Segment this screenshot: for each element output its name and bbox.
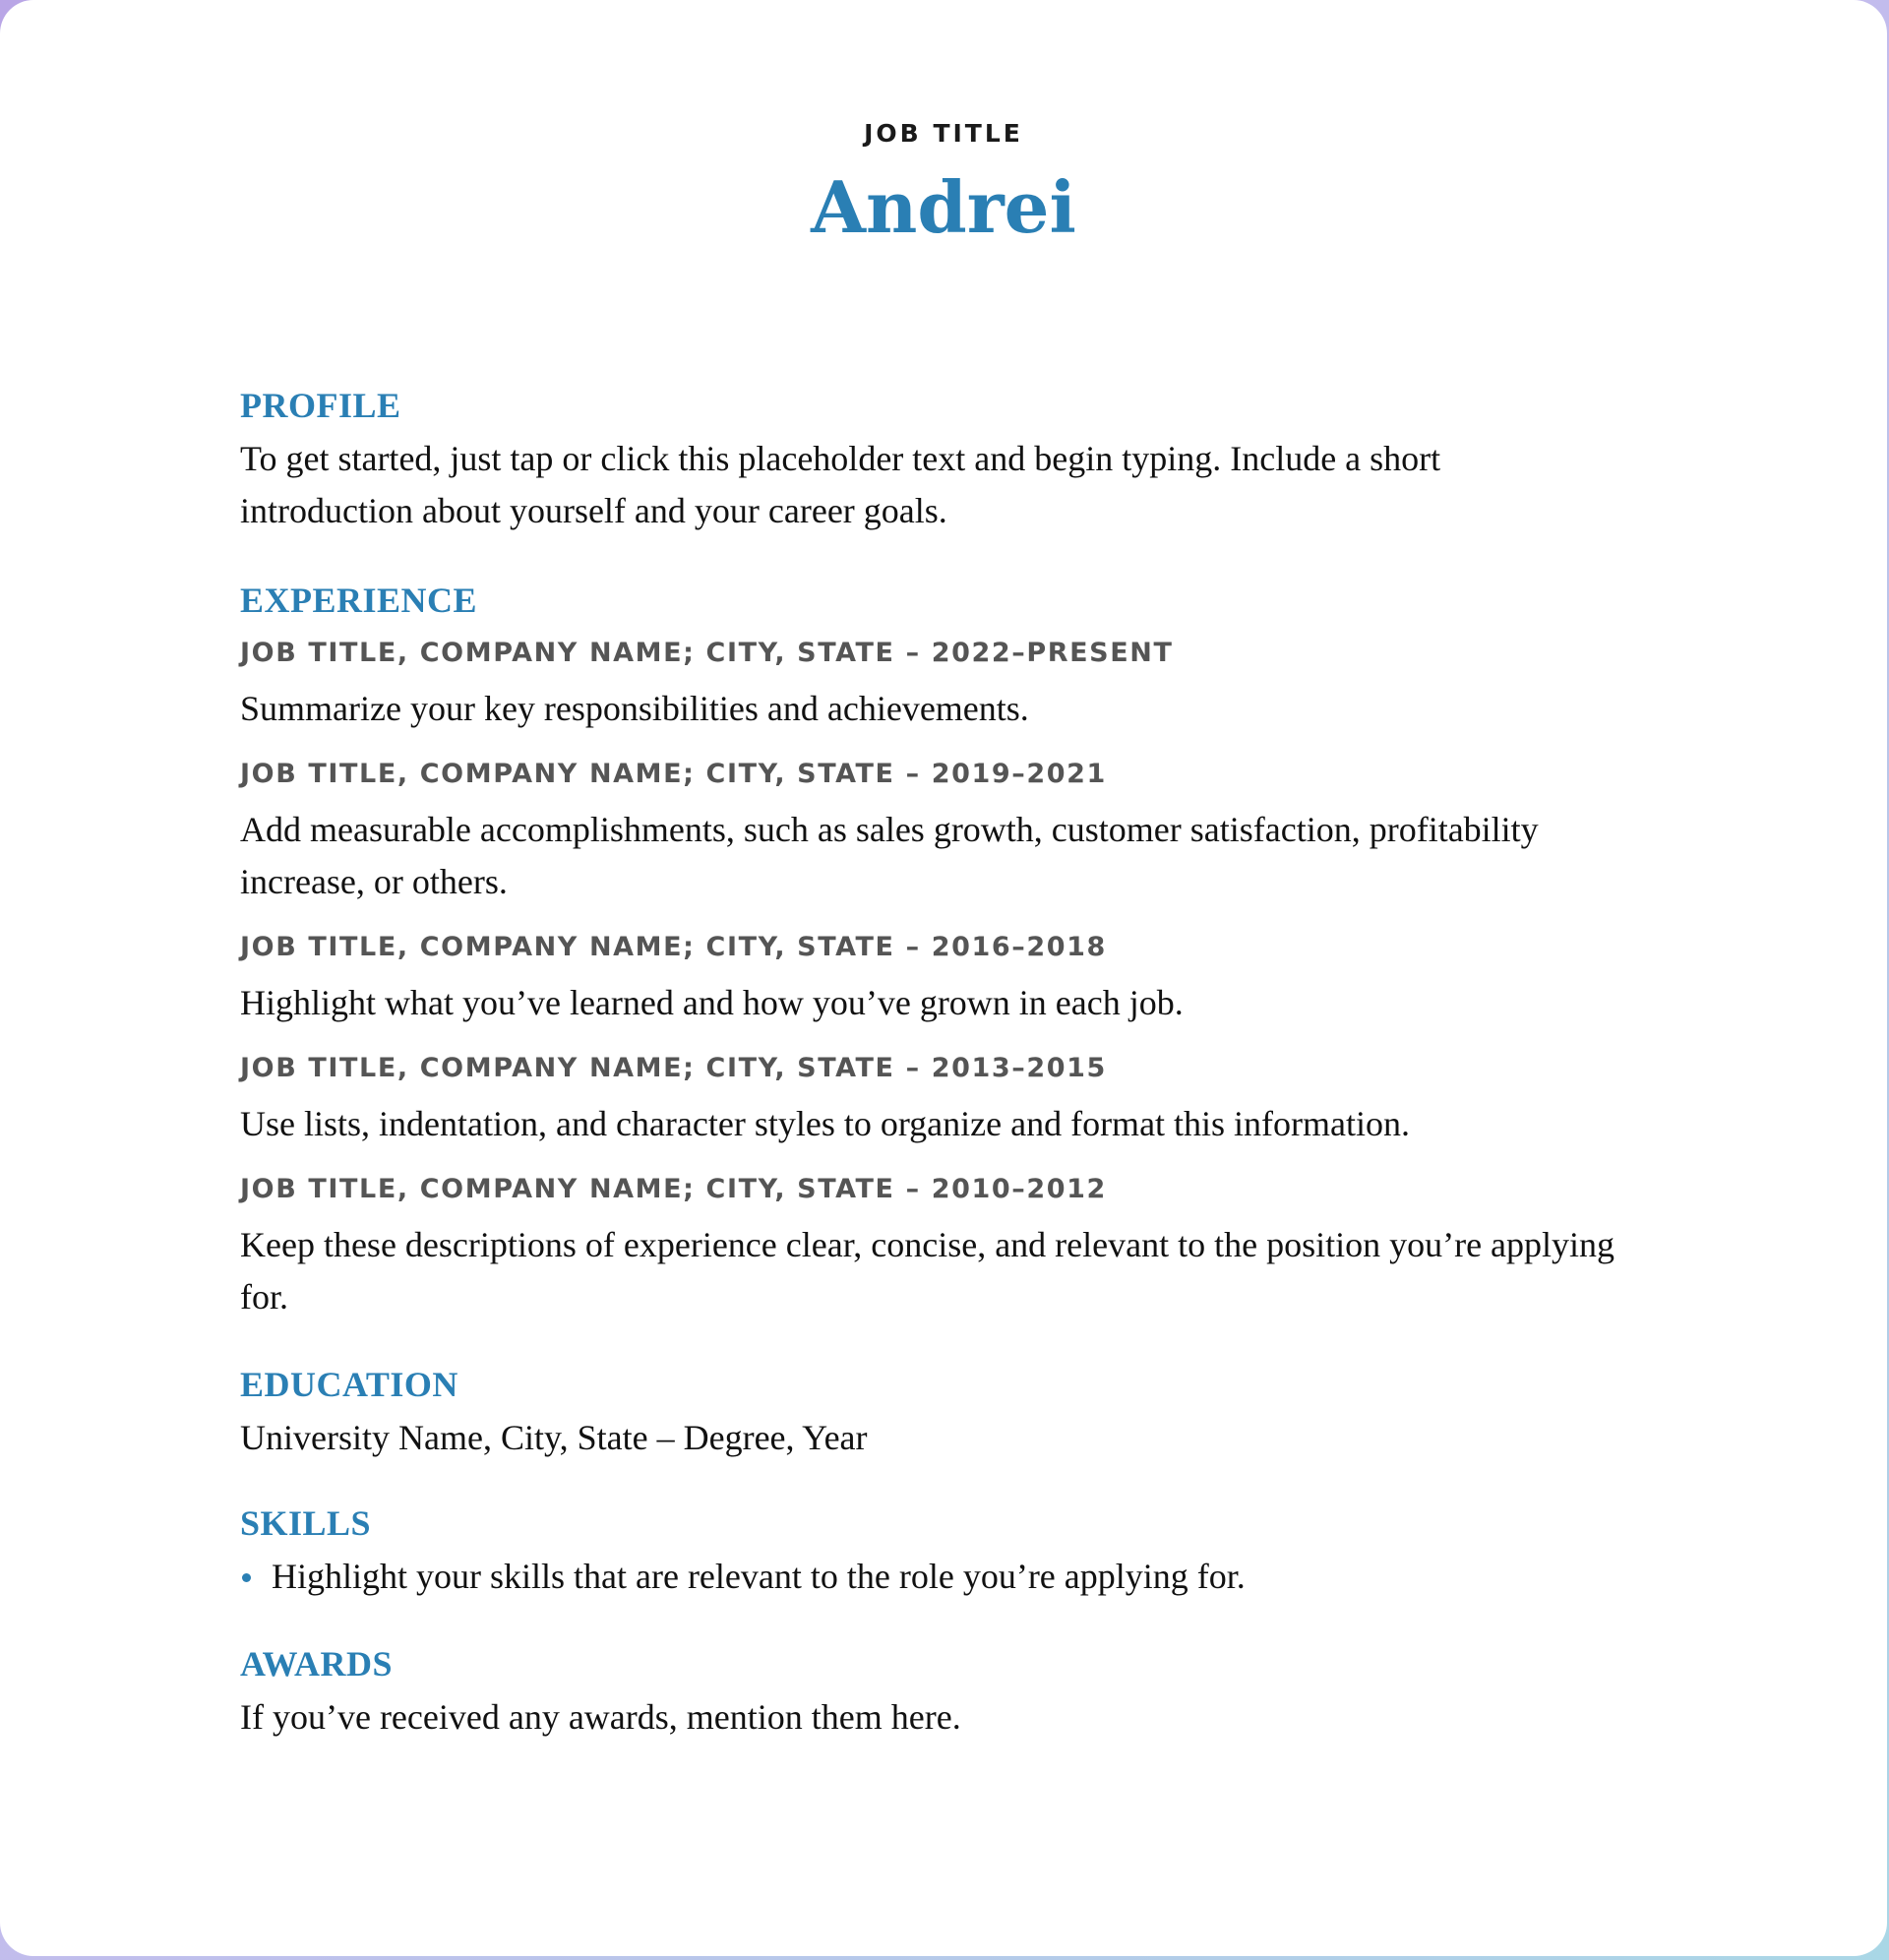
- job-entry: [240, 1051, 1617, 1150]
- profile-text[interactable]: To get started, just tap or click this placeholder text and begin typing. Include a short introduction about yourself and your career goals.: [240, 439, 1441, 530]
- header-name[interactable]: Andrei: [811, 165, 1076, 249]
- job-description[interactable]: Keep these descriptions of experience clear, concise, and relevant to the position you’re applying for.: [240, 1225, 1615, 1317]
- resume-header: [0, 118, 1887, 250]
- job-entry: [240, 1172, 1617, 1323]
- education-text[interactable]: University Name, City, State – Degree, Year: [240, 1418, 868, 1457]
- awards-section: [240, 1642, 1617, 1744]
- resume-content: [240, 384, 1617, 1744]
- job-description[interactable]: Highlight what you’ve learned and how you’ve grown in each job.: [240, 983, 1184, 1022]
- job-entry: [240, 636, 1617, 735]
- education-section: [240, 1363, 1617, 1464]
- job-meta[interactable]: JOB TITLE, COMPANY NAME; CITY, STATE – 2010–2012: [240, 1174, 1107, 1204]
- profile-section: [240, 384, 1617, 537]
- education-heading[interactable]: EDUCATION: [240, 1365, 458, 1404]
- job-meta[interactable]: JOB TITLE, COMPANY NAME; CITY, STATE – 2019–2021: [240, 759, 1107, 789]
- skills-heading[interactable]: SKILLS: [240, 1503, 372, 1543]
- skills-section: [240, 1501, 1617, 1603]
- skills-list: [240, 1551, 1617, 1603]
- header-job-title[interactable]: JOB TITLE: [864, 119, 1023, 148]
- job-entry: [240, 930, 1617, 1029]
- job-entry: [240, 757, 1617, 908]
- experience-section: [240, 579, 1617, 1323]
- job-description[interactable]: Summarize your key responsibilities and achievements.: [240, 689, 1029, 728]
- awards-text[interactable]: If you’ve received any awards, mention them here.: [240, 1697, 961, 1737]
- job-meta[interactable]: JOB TITLE, COMPANY NAME; CITY, STATE – 2022–PRESENT: [240, 638, 1174, 668]
- skill-item[interactable]: [240, 1551, 1617, 1603]
- bullet-icon: [242, 1573, 251, 1582]
- job-meta[interactable]: JOB TITLE, COMPANY NAME; CITY, STATE – 2016–2018: [240, 932, 1107, 962]
- job-description[interactable]: Add measurable accomplishments, such as sales growth, customer satisfaction, profitability increase, or others.: [240, 810, 1539, 901]
- awards-heading[interactable]: AWARDS: [240, 1644, 394, 1684]
- experience-heading[interactable]: EXPERIENCE: [240, 581, 478, 620]
- job-meta[interactable]: JOB TITLE, COMPANY NAME; CITY, STATE – 2013–2015: [240, 1053, 1107, 1083]
- skill-item-text: Highlight your skills that are relevant to the role you’re applying for.: [272, 1557, 1246, 1596]
- job-description[interactable]: Use lists, indentation, and character styles to organize and format this information.: [240, 1104, 1411, 1143]
- profile-heading[interactable]: PROFILE: [240, 386, 401, 425]
